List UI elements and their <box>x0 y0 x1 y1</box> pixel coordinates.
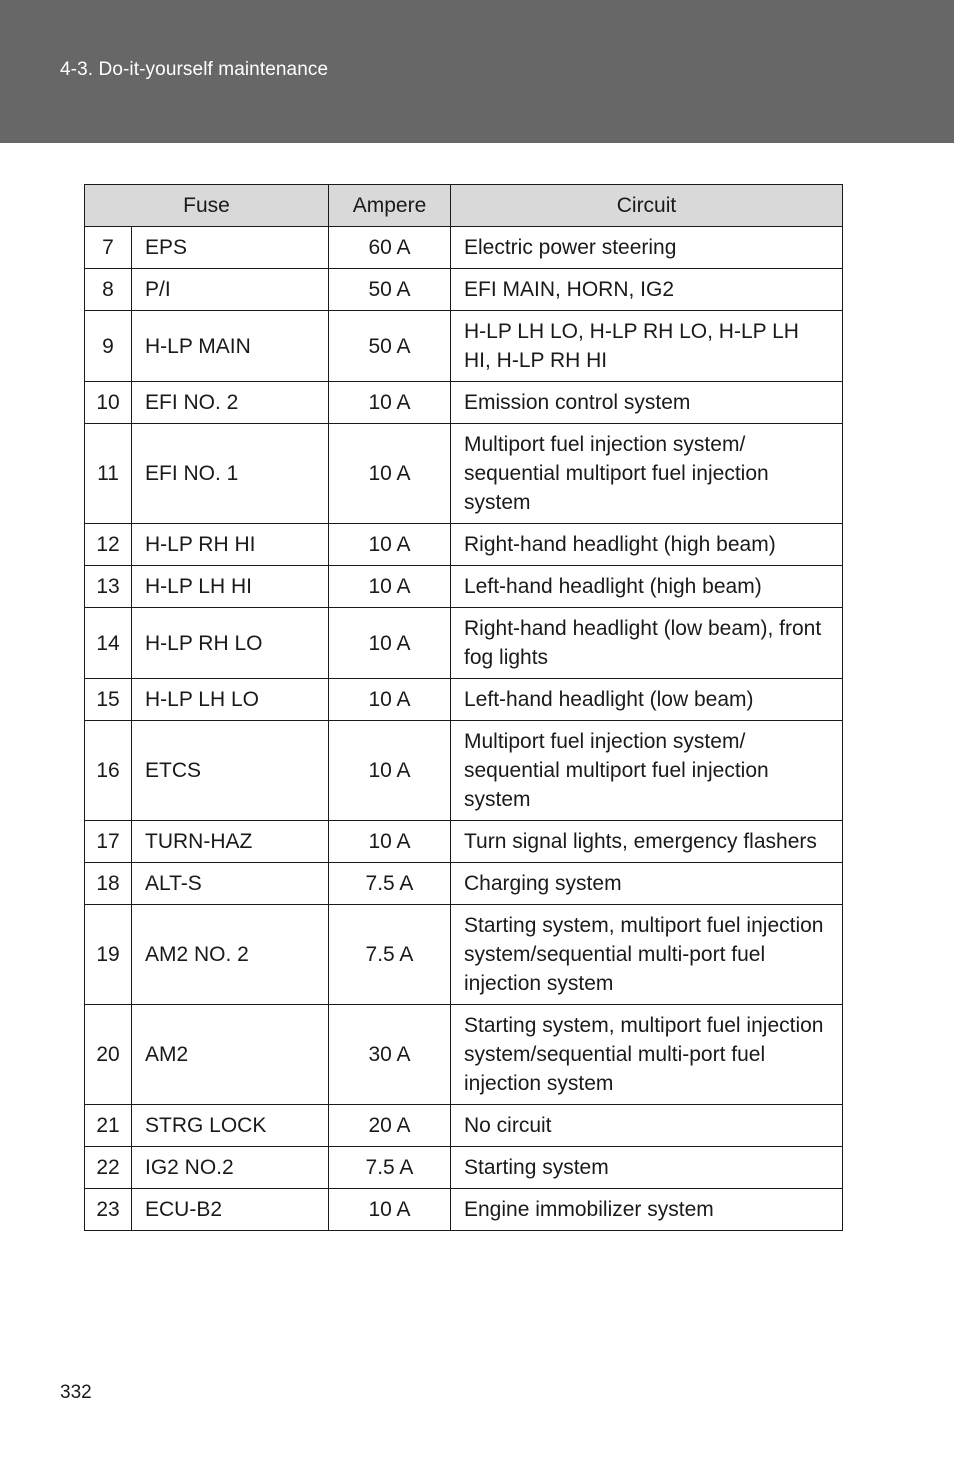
table-row <box>85 1189 843 1231</box>
circuit-cell: Charging system <box>451 863 843 905</box>
page-number: 332 <box>60 1382 92 1403</box>
ampere-cell: 7.5 A <box>329 1147 451 1189</box>
fuse-name-cell: ETCS <box>132 721 329 821</box>
circuit-cell: Multiport fuel injection system/ sequential multiport fuel injection system <box>451 721 843 821</box>
table-row <box>85 679 843 721</box>
circuit-cell: Multiport fuel injection system/ sequential multiport fuel injection system <box>451 424 843 524</box>
fuse-number-cell: 19 <box>85 905 132 1005</box>
table-row <box>85 1105 843 1147</box>
ampere-cell: 50 A <box>329 269 451 311</box>
header-band <box>0 0 954 143</box>
circuit-cell: Left-hand headlight (high beam) <box>451 566 843 608</box>
fuse-name-cell: AM2 NO. 2 <box>132 905 329 1005</box>
fuse-number-cell: 8 <box>85 269 132 311</box>
table-row <box>85 721 843 821</box>
circuit-cell: No circuit <box>451 1105 843 1147</box>
fuse-name-cell: EFI NO. 1 <box>132 424 329 524</box>
fuse-number-cell: 9 <box>85 311 132 382</box>
fuse-number-cell: 16 <box>85 721 132 821</box>
fuse-number-cell: 21 <box>85 1105 132 1147</box>
fuse-name-cell: EPS <box>132 227 329 269</box>
table-row <box>85 1147 843 1189</box>
fuse-name-cell: STRG LOCK <box>132 1105 329 1147</box>
fuse-name-cell: H-LP RH LO <box>132 608 329 679</box>
ampere-cell: 10 A <box>329 679 451 721</box>
column-header-fuse: Fuse <box>85 185 329 227</box>
ampere-cell: 10 A <box>329 566 451 608</box>
fuse-number-cell: 12 <box>85 524 132 566</box>
section-title: 4-3. Do-it-yourself maintenance <box>60 59 329 80</box>
table-header-row <box>85 185 843 227</box>
fuse-number-cell: 7 <box>85 227 132 269</box>
ampere-cell: 10 A <box>329 721 451 821</box>
ampere-cell: 60 A <box>329 227 451 269</box>
ampere-cell: 50 A <box>329 311 451 382</box>
fuse-name-cell: H-LP RH HI <box>132 524 329 566</box>
table-row <box>85 905 843 1005</box>
fuse-name-cell: H-LP LH LO <box>132 679 329 721</box>
fuse-name-cell: TURN-HAZ <box>132 821 329 863</box>
table-row <box>85 524 843 566</box>
fuse-number-cell: 23 <box>85 1189 132 1231</box>
fuse-number-cell: 13 <box>85 566 132 608</box>
table-row <box>85 382 843 424</box>
ampere-cell: 20 A <box>329 1105 451 1147</box>
table-row <box>85 608 843 679</box>
circuit-cell: Starting system, multiport fuel injection system/sequential multi-port fuel injection system <box>451 1005 843 1105</box>
fuse-name-cell: IG2 NO.2 <box>132 1147 329 1189</box>
table-row <box>85 821 843 863</box>
fuse-table <box>84 184 843 1231</box>
fuse-number-cell: 22 <box>85 1147 132 1189</box>
ampere-cell: 7.5 A <box>329 905 451 1005</box>
fuse-name-cell: P/I <box>132 269 329 311</box>
fuse-number-cell: 11 <box>85 424 132 524</box>
ampere-cell: 30 A <box>329 1005 451 1105</box>
table-header <box>85 185 843 227</box>
ampere-cell: 10 A <box>329 382 451 424</box>
ampere-cell: 10 A <box>329 524 451 566</box>
circuit-cell: Left-hand headlight (low beam) <box>451 679 843 721</box>
circuit-cell: Electric power steering <box>451 227 843 269</box>
circuit-cell: Right-hand headlight (low beam), front fog lights <box>451 608 843 679</box>
fuse-name-cell: ALT-S <box>132 863 329 905</box>
fuse-number-cell: 17 <box>85 821 132 863</box>
fuse-number-cell: 18 <box>85 863 132 905</box>
fuse-number-cell: 20 <box>85 1005 132 1105</box>
ampere-cell: 10 A <box>329 1189 451 1231</box>
table-row <box>85 424 843 524</box>
circuit-cell: Emission control system <box>451 382 843 424</box>
circuit-cell: EFI MAIN, HORN, IG2 <box>451 269 843 311</box>
table-row <box>85 269 843 311</box>
ampere-cell: 10 A <box>329 821 451 863</box>
fuse-name-cell: H-LP LH HI <box>132 566 329 608</box>
circuit-cell: Turn signal lights, emergency flashers <box>451 821 843 863</box>
circuit-cell: Engine immobilizer system <box>451 1189 843 1231</box>
table-row <box>85 863 843 905</box>
fuse-name-cell: AM2 <box>132 1005 329 1105</box>
ampere-cell: 10 A <box>329 424 451 524</box>
circuit-cell: Starting system <box>451 1147 843 1189</box>
table-row <box>85 1005 843 1105</box>
circuit-cell: Right-hand headlight (high beam) <box>451 524 843 566</box>
ampere-cell: 10 A <box>329 608 451 679</box>
column-header-ampere: Ampere <box>329 185 451 227</box>
fuse-number-cell: 14 <box>85 608 132 679</box>
ampere-cell: 7.5 A <box>329 863 451 905</box>
fuse-name-cell: EFI NO. 2 <box>132 382 329 424</box>
table-row <box>85 227 843 269</box>
fuse-name-cell: ECU-B2 <box>132 1189 329 1231</box>
circuit-cell: H-LP LH LO, H-LP RH LO, H-LP LH HI, H-LP RH HI <box>451 311 843 382</box>
table-row <box>85 311 843 382</box>
fuse-number-cell: 15 <box>85 679 132 721</box>
circuit-cell: Starting system, multiport fuel injection system/sequential multi-port fuel injection system <box>451 905 843 1005</box>
fuse-number-cell: 10 <box>85 382 132 424</box>
column-header-circuit: Circuit <box>451 185 843 227</box>
fuse-name-cell: H-LP MAIN <box>132 311 329 382</box>
table-body <box>85 227 843 1231</box>
table-row <box>85 566 843 608</box>
